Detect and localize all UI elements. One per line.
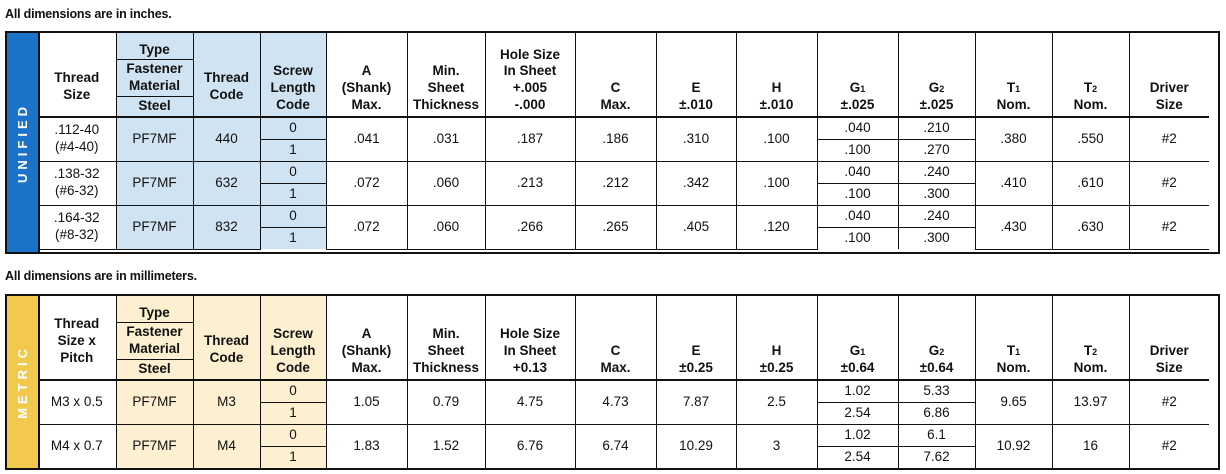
unified-caption: All dimensions are in inches. xyxy=(5,7,172,21)
table-row xyxy=(38,424,1209,446)
g2-cell: .300 xyxy=(898,183,975,205)
header-line: Code xyxy=(276,97,310,113)
g2-cell: .240 xyxy=(898,205,975,227)
table-row xyxy=(38,117,1209,139)
header-line: G xyxy=(928,80,940,96)
t2-cell: .610 xyxy=(1052,161,1129,205)
header-line: (Shank) xyxy=(341,80,392,96)
header-line: (Shank) xyxy=(341,343,392,359)
h-cell: 3 xyxy=(736,424,817,468)
t2-cell: .550 xyxy=(1052,117,1129,161)
g2-header xyxy=(898,33,975,117)
header-line: T xyxy=(1083,80,1093,96)
min-sheet-thickness-header xyxy=(407,33,485,117)
header-subscript: 2 xyxy=(1092,84,1098,95)
g2-cell: .240 xyxy=(898,161,975,183)
thread-size-header xyxy=(38,33,116,117)
unified-dimensions-table xyxy=(38,33,1209,250)
header-line: Length xyxy=(270,80,316,96)
header-line: ±0.64 xyxy=(840,360,875,376)
a-header xyxy=(326,33,407,117)
header-line: Size xyxy=(63,87,91,103)
e-cell: .405 xyxy=(656,205,736,249)
steel-label: Steel xyxy=(138,98,171,114)
thread-code-cell: M4 xyxy=(193,424,260,468)
header-line: A xyxy=(361,63,372,79)
header-line: Nom. xyxy=(1073,97,1108,113)
header-line: C xyxy=(610,80,621,96)
header-subscript: 1 xyxy=(1015,347,1021,358)
g1-cell: .040 xyxy=(817,205,898,227)
metric-table-block xyxy=(5,294,1220,470)
header-line: A xyxy=(361,326,372,342)
header-line: In Sheet xyxy=(503,343,557,359)
header-line: Screw xyxy=(273,326,313,342)
thread-size-header xyxy=(38,296,116,380)
e-cell: 7.87 xyxy=(656,380,736,424)
e-cell: .342 xyxy=(656,161,736,205)
screw-length-code-cell: 0 xyxy=(260,117,326,139)
g1-cell: 1.02 xyxy=(817,424,898,446)
t1-header xyxy=(975,296,1052,380)
hole-cell: 6.76 xyxy=(485,424,575,468)
screw-length-code-cell: 1 xyxy=(260,446,326,468)
fastener-material-label xyxy=(117,60,193,97)
t1-header xyxy=(975,33,1052,117)
g1-cell: .100 xyxy=(817,139,898,161)
header-line: G xyxy=(849,80,861,96)
header-line: E xyxy=(691,80,701,96)
t1-cell: 10.92 xyxy=(975,424,1052,468)
header-line: Max. xyxy=(600,97,631,113)
g1-header xyxy=(817,33,898,117)
screw-length-code-cell: 0 xyxy=(260,205,326,227)
header-line: ±0.25 xyxy=(679,360,713,376)
header-line: Max. xyxy=(351,360,382,376)
header-line: ±.010 xyxy=(679,97,713,113)
thread-code-cell: 440 xyxy=(193,117,260,161)
thread-size-line: M4 x 0.7 xyxy=(50,437,103,453)
h-header xyxy=(736,296,817,380)
header-line: Max. xyxy=(600,360,631,376)
header-line: ±0.64 xyxy=(919,360,954,376)
screw-length-code-cell: 1 xyxy=(260,139,326,161)
driver-size-header xyxy=(1129,33,1209,117)
c-cell: .265 xyxy=(575,205,656,249)
thread-size-line: .164-32 xyxy=(53,210,100,226)
screw-length-code-cell: 0 xyxy=(260,161,326,183)
header-line: Size xyxy=(1155,97,1183,113)
fastener-material-cell: PF7MF xyxy=(116,380,193,424)
e-cell: 10.29 xyxy=(656,424,736,468)
fastener-material-header xyxy=(116,296,193,380)
t2-cell: 16 xyxy=(1052,424,1129,468)
hole-cell: .266 xyxy=(485,205,575,249)
t2-cell: .630 xyxy=(1052,205,1129,249)
header-subscript: 2 xyxy=(1092,347,1098,358)
g1-cell: .100 xyxy=(817,183,898,205)
g2-cell: 6.1 xyxy=(898,424,975,446)
screw-length-code-cell: 1 xyxy=(260,402,326,424)
header-line: In Sheet xyxy=(503,63,557,79)
header-line: Fastener xyxy=(126,324,183,340)
header-subscript: 1 xyxy=(860,84,866,95)
header-line: Hole Size xyxy=(499,46,561,62)
a-cell: .041 xyxy=(326,117,407,161)
header-line: Min. xyxy=(432,63,460,79)
min-cell: .060 xyxy=(407,205,485,249)
a-cell: .072 xyxy=(326,205,407,249)
screw-length-code-cell: 0 xyxy=(260,380,326,402)
header-line: ±.010 xyxy=(759,97,794,113)
thread-size-cell xyxy=(38,161,116,205)
header-line: G xyxy=(928,343,940,359)
header-line: Sheet xyxy=(427,343,465,359)
header-line: +0.13 xyxy=(512,360,548,376)
header-line: +.005 xyxy=(512,80,548,96)
thread-code-cell: 632 xyxy=(193,161,260,205)
hole-cell: .187 xyxy=(485,117,575,161)
g1-cell: .040 xyxy=(817,117,898,139)
thread-size-line: M3 x 0.5 xyxy=(50,393,103,409)
h-header xyxy=(736,33,817,117)
thread-code-cell: M3 xyxy=(193,380,260,424)
thread-size-line: .112-40 xyxy=(54,122,100,138)
g2-cell: .210 xyxy=(898,117,975,139)
header-line: H xyxy=(771,343,782,359)
header-subscript: 1 xyxy=(860,347,866,358)
h-cell: 2.5 xyxy=(736,380,817,424)
fastener-material-cell: PF7MF xyxy=(116,205,193,249)
t2-cell: 13.97 xyxy=(1052,380,1129,424)
header-line: Material xyxy=(128,341,181,357)
t1-cell: 9.65 xyxy=(975,380,1052,424)
thread-code-header xyxy=(193,33,260,117)
table-row xyxy=(38,161,1209,183)
g2-cell: 7.62 xyxy=(898,446,975,468)
min-cell: 1.52 xyxy=(407,424,485,468)
header-line: H xyxy=(771,80,782,96)
header-subscript: 2 xyxy=(939,84,945,95)
header-line: Thread xyxy=(203,70,249,86)
metric-dimensions-table xyxy=(38,296,1209,469)
driver-size-header xyxy=(1129,296,1209,380)
fastener-material-label xyxy=(117,323,193,360)
g1-header xyxy=(817,296,898,380)
header-line: Driver xyxy=(1149,80,1189,96)
e-header xyxy=(656,33,736,117)
t1-cell: .430 xyxy=(975,205,1052,249)
driver-size-cell: #2 xyxy=(1129,117,1209,161)
g2-cell: 5.33 xyxy=(898,380,975,402)
thread-size-line: (#4-40) xyxy=(54,139,99,155)
metric-side-label xyxy=(7,296,40,468)
hole-size-header xyxy=(485,33,575,117)
table-row xyxy=(38,205,1209,227)
header-line: Sheet xyxy=(427,80,465,96)
driver-size-cell: #2 xyxy=(1129,380,1209,424)
screw-length-code-header xyxy=(260,33,326,117)
header-line: Fastener xyxy=(126,61,183,77)
thread-size-line: (#8-32) xyxy=(54,227,99,242)
header-line: ±.025 xyxy=(840,97,875,113)
driver-size-cell: #2 xyxy=(1129,205,1209,249)
type-label: Type xyxy=(117,304,193,324)
header-subscript: 1 xyxy=(1015,84,1021,95)
type-label: Type xyxy=(117,41,193,61)
fastener-material-cell: PF7MF xyxy=(116,424,193,468)
header-line: Size x xyxy=(57,333,96,349)
header-line: Thickness xyxy=(412,97,480,113)
a-cell: .072 xyxy=(326,161,407,205)
header-line: Min. xyxy=(432,326,460,342)
g2-cell: 6.86 xyxy=(898,402,975,424)
header-line: T xyxy=(1083,343,1093,359)
t2-header xyxy=(1052,296,1129,380)
unified-side-label xyxy=(7,33,40,252)
c-cell: .186 xyxy=(575,117,656,161)
header-line: Thread xyxy=(54,70,100,86)
header-line: Nom. xyxy=(996,360,1031,376)
fastener-material-cell: PF7MF xyxy=(116,117,193,161)
t2-header xyxy=(1052,33,1129,117)
header-line: Code xyxy=(209,350,244,366)
thread-size-line: .138-32 xyxy=(53,166,100,182)
thread-code-header xyxy=(193,296,260,380)
e-cell: .310 xyxy=(656,117,736,161)
fastener-material-header xyxy=(116,33,193,117)
header-line: Code xyxy=(276,360,310,376)
header-line: Thread xyxy=(203,333,249,349)
header-line: E xyxy=(691,343,701,359)
h-cell: .120 xyxy=(736,205,817,249)
header-line: T xyxy=(1006,80,1016,96)
thread-size-cell xyxy=(38,205,116,249)
c-header xyxy=(575,296,656,380)
header-line: ±0.25 xyxy=(759,360,794,376)
thread-size-line: (#6-32) xyxy=(54,183,99,198)
thread-size-cell xyxy=(38,117,116,161)
header-row xyxy=(38,296,1209,380)
h-cell: .100 xyxy=(736,117,817,161)
header-line: Code xyxy=(209,87,244,103)
header-row xyxy=(38,33,1209,117)
g1-cell: 1.02 xyxy=(817,380,898,402)
steel-label: Steel xyxy=(138,361,171,377)
header-line: T xyxy=(1006,343,1016,359)
hole-cell: .213 xyxy=(485,161,575,205)
header-line: Screw xyxy=(273,63,313,79)
min-cell: .060 xyxy=(407,161,485,205)
hole-cell: 4.75 xyxy=(485,380,575,424)
screw-length-code-cell: 1 xyxy=(260,183,326,205)
c-cell: 4.73 xyxy=(575,380,656,424)
e-header xyxy=(656,296,736,380)
header-line: Nom. xyxy=(996,97,1031,113)
c-cell: .212 xyxy=(575,161,656,205)
screw-length-code-cell: 0 xyxy=(260,424,326,446)
header-line: Driver xyxy=(1149,343,1189,359)
t1-cell: .410 xyxy=(975,161,1052,205)
driver-size-cell: #2 xyxy=(1129,161,1209,205)
table-row xyxy=(38,380,1209,402)
h-cell: .100 xyxy=(736,161,817,205)
fastener-material-cell: PF7MF xyxy=(116,161,193,205)
side-label-text: METRIC xyxy=(15,345,30,419)
min-sheet-thickness-header xyxy=(407,296,485,380)
a-cell: 1.83 xyxy=(326,424,407,468)
header-subscript: 2 xyxy=(939,347,945,358)
header-line: Length xyxy=(270,343,316,359)
g1-cell: 2.54 xyxy=(817,446,898,468)
metric-caption: All dimensions are in millimeters. xyxy=(5,269,197,283)
g2-cell: .300 xyxy=(898,227,975,249)
g2-header xyxy=(898,296,975,380)
header-line: Pitch xyxy=(60,350,94,366)
g2-cell: .270 xyxy=(898,139,975,161)
header-line: Max. xyxy=(351,97,382,113)
header-line: Material xyxy=(128,78,181,94)
header-line: Size xyxy=(1155,360,1183,376)
g1-cell: 2.54 xyxy=(817,402,898,424)
min-cell: .031 xyxy=(407,117,485,161)
header-line: Nom. xyxy=(1073,360,1108,376)
hole-size-header xyxy=(485,296,575,380)
header-line: Hole Size xyxy=(499,326,561,342)
header-line: -.000 xyxy=(514,97,546,113)
unified-table-block xyxy=(5,31,1220,254)
thread-code-cell: 832 xyxy=(193,205,260,249)
thread-size-cell xyxy=(38,424,116,468)
g1-cell: .040 xyxy=(817,161,898,183)
header-line: ±.025 xyxy=(919,97,954,113)
g1-cell: .100 xyxy=(817,227,898,249)
t1-cell: .380 xyxy=(975,117,1052,161)
header-line: C xyxy=(610,343,621,359)
min-cell: 0.79 xyxy=(407,380,485,424)
screw-length-code-header xyxy=(260,296,326,380)
driver-size-cell: #2 xyxy=(1129,424,1209,468)
c-header xyxy=(575,33,656,117)
thread-size-cell xyxy=(38,380,116,424)
header-line: G xyxy=(849,343,861,359)
a-header xyxy=(326,296,407,380)
header-line: Thread xyxy=(54,316,100,332)
c-cell: 6.74 xyxy=(575,424,656,468)
header-line: Thickness xyxy=(412,360,480,376)
screw-length-code-cell: 1 xyxy=(260,227,326,249)
a-cell: 1.05 xyxy=(326,380,407,424)
side-label-text: UNIFIED xyxy=(15,102,30,183)
